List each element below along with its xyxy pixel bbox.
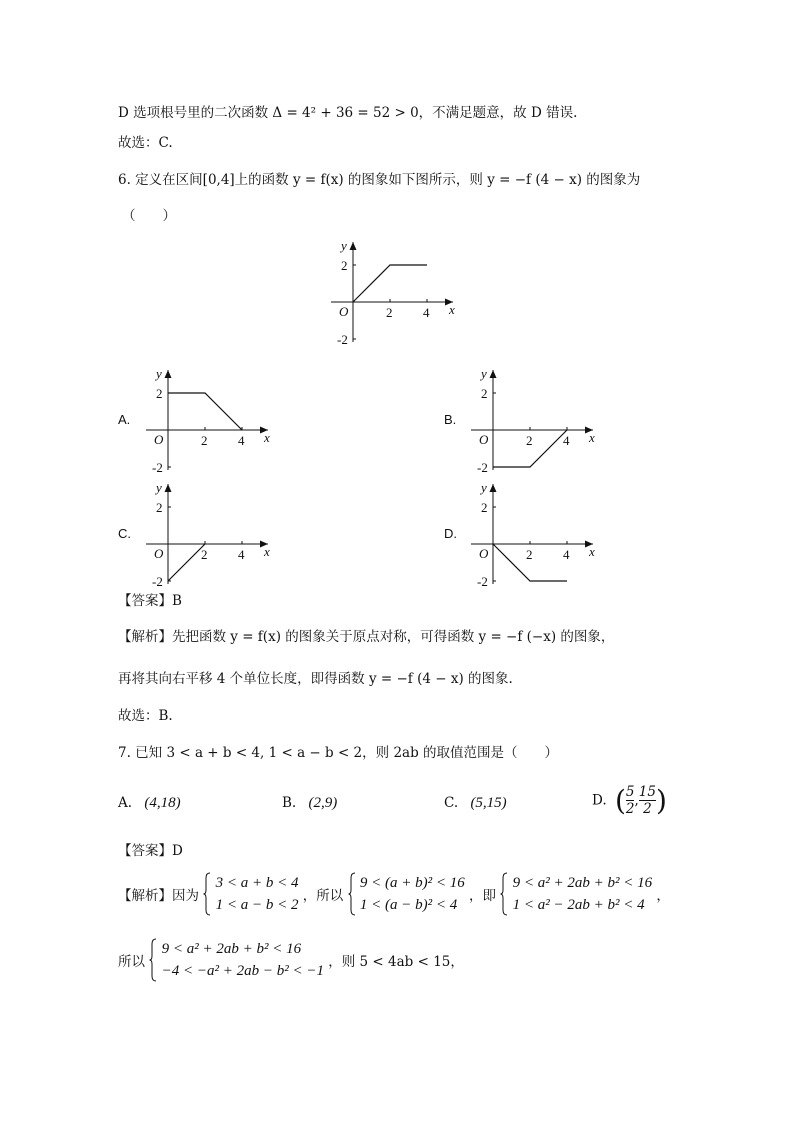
analysis-7-prefix: 【解析】因为 bbox=[118, 888, 199, 904]
origin-label: O bbox=[154, 432, 164, 447]
graph-line bbox=[168, 544, 205, 581]
option-d-label: D. bbox=[444, 526, 457, 541]
answer-6: 【答案】B bbox=[118, 593, 182, 609]
option-d-graph bbox=[465, 478, 605, 588]
x-tick-label-2: 2 bbox=[526, 433, 533, 448]
analysis-6-line-2: 再将其向右平移 4 个单位长度，即得函数 y = −f (4 − x) 的图象. bbox=[118, 671, 513, 687]
system-1: 3 < a + b < 4 1 < a − b < 2 bbox=[215, 875, 299, 913]
origin-label: O bbox=[479, 546, 489, 561]
analysis-7-row-1 bbox=[118, 872, 670, 916]
q7-option-c-label: C. bbox=[444, 795, 459, 811]
q7-option-b-label: B. bbox=[282, 795, 297, 811]
origin-label: O bbox=[154, 546, 164, 561]
y-tick-label-2: 2 bbox=[481, 386, 488, 401]
y-axis-label: y bbox=[481, 480, 487, 495]
option-c-graph bbox=[140, 478, 280, 588]
y-axis-label: y bbox=[481, 366, 487, 381]
origin-label: O bbox=[339, 304, 349, 319]
q7-option-a-value: (4,18) bbox=[144, 795, 181, 811]
brace-icon bbox=[500, 872, 508, 916]
y-tick-label-neg-2: -2 bbox=[152, 460, 163, 474]
y-axis-arrow-icon bbox=[490, 484, 497, 492]
q7-option-d-frac-2: $\frac{15}{2}$ bbox=[638, 784, 656, 817]
y-axis-arrow-icon bbox=[165, 370, 172, 378]
x-tick-label-4: 4 bbox=[238, 433, 245, 448]
y-axis-arrow-icon bbox=[350, 242, 357, 250]
q7-option-a bbox=[118, 794, 181, 812]
x-tick-label-4: 4 bbox=[238, 547, 245, 562]
question-7: 7. 已知 3 < a + b < 4, 1 < a − b < 2，则 2ab 的取值范围是（ ） bbox=[118, 745, 559, 761]
q7-option-b-value: (2,9) bbox=[308, 795, 338, 811]
y-tick-label-2: 2 bbox=[156, 386, 163, 401]
x-tick-label-2: 2 bbox=[386, 305, 393, 320]
q7-option-d-frac-1: $\frac{5}{2}$ bbox=[625, 784, 635, 817]
main-graph bbox=[325, 236, 465, 346]
q7-option-b bbox=[282, 794, 337, 812]
x-tick-label-4: 4 bbox=[423, 305, 430, 320]
q7-option-c-value: (5,15) bbox=[470, 795, 507, 811]
x-axis-label: x bbox=[264, 544, 270, 559]
y-tick-label-2: 2 bbox=[156, 500, 163, 515]
y-tick-label-neg-2: -2 bbox=[477, 460, 488, 474]
x-tick-label-2: 2 bbox=[201, 433, 208, 448]
analysis-7-so: ，所以 bbox=[302, 888, 344, 904]
x-tick-label-4: 4 bbox=[563, 547, 570, 562]
analysis-7-row-2 bbox=[118, 938, 464, 982]
x-axis-label: x bbox=[449, 302, 455, 317]
system-4: 9 < a² + 2ab + b² < 16 −4 < −a² + 2ab − b² < −1 bbox=[161, 941, 324, 979]
graph-line bbox=[168, 393, 242, 430]
option-b-graph bbox=[465, 364, 605, 474]
y-tick-label-2: 2 bbox=[341, 258, 348, 273]
x-axis-label: x bbox=[589, 430, 595, 445]
analysis-7-then: ，则 5 < 4ab < 15， bbox=[328, 954, 464, 970]
brace-icon bbox=[348, 872, 356, 916]
x-tick-label-2: 2 bbox=[526, 547, 533, 562]
answer-7: 【答案】D bbox=[118, 843, 183, 859]
option-c-label: C. bbox=[118, 526, 131, 541]
q7-option-a-label: A. bbox=[118, 795, 133, 811]
analysis-7-ie: ，即 bbox=[469, 888, 497, 904]
x-tick-label-2: 2 bbox=[201, 547, 208, 562]
y-axis-arrow-icon bbox=[165, 484, 172, 492]
y-tick-label-2: 2 bbox=[481, 500, 488, 515]
q7-option-d: D. ( $\frac{5}{2}$ , $\frac{15}{2}$ ) bbox=[592, 784, 667, 817]
text-line-2: 故选：C. bbox=[118, 135, 173, 151]
option-b-label: B. bbox=[444, 412, 457, 427]
answer-6-select: 故选：B. bbox=[118, 708, 173, 724]
x-axis-label: x bbox=[264, 430, 270, 445]
system-2: 9 < (a + b)² < 16 1 < (a − b)² < 4 bbox=[359, 875, 465, 913]
analysis-6-line-1: 【解析】先把函数 y = f(x) 的图象关于原点对称，可得函数 y = −f (−x) 的图象， bbox=[118, 629, 615, 645]
analysis-7-so2: 所以 bbox=[118, 954, 145, 970]
y-tick-label-neg-2: -2 bbox=[477, 574, 488, 588]
y-axis-label: y bbox=[341, 238, 347, 253]
q7-option-c bbox=[444, 794, 507, 812]
question-6: 6. 定义在区间[0,4]上的函数 y = f(x) 的图象如下图所示，则 y = −f (4 − x) 的图象为 bbox=[118, 172, 641, 188]
x-axis-label: x bbox=[589, 544, 595, 559]
question-6-paren: （ ） bbox=[122, 208, 176, 224]
graph-line bbox=[353, 265, 427, 302]
y-tick-label-neg-2: -2 bbox=[152, 574, 163, 588]
text-line-1: D 选项根号里的二次函数 Δ = 4² + 36 = 52 > 0，不满足题意，故 D 错误. bbox=[118, 105, 578, 121]
y-axis-label: y bbox=[156, 366, 162, 381]
y-axis-label: y bbox=[156, 480, 162, 495]
x-tick-label-4: 4 bbox=[563, 433, 570, 448]
brace-icon bbox=[203, 872, 211, 916]
system-3: 9 < a² + 2ab + b² < 16 1 < a² − 2ab + b² < 4 bbox=[512, 875, 653, 913]
analysis-7-end: ， bbox=[656, 888, 670, 904]
option-a-label: A. bbox=[118, 412, 131, 427]
y-tick-label-neg-2: -2 bbox=[337, 332, 348, 346]
q7-option-d-label: D. bbox=[592, 792, 607, 809]
origin-label: O bbox=[479, 432, 489, 447]
y-axis-arrow-icon bbox=[490, 370, 497, 378]
brace-icon bbox=[149, 938, 157, 982]
option-a-graph bbox=[140, 364, 280, 474]
